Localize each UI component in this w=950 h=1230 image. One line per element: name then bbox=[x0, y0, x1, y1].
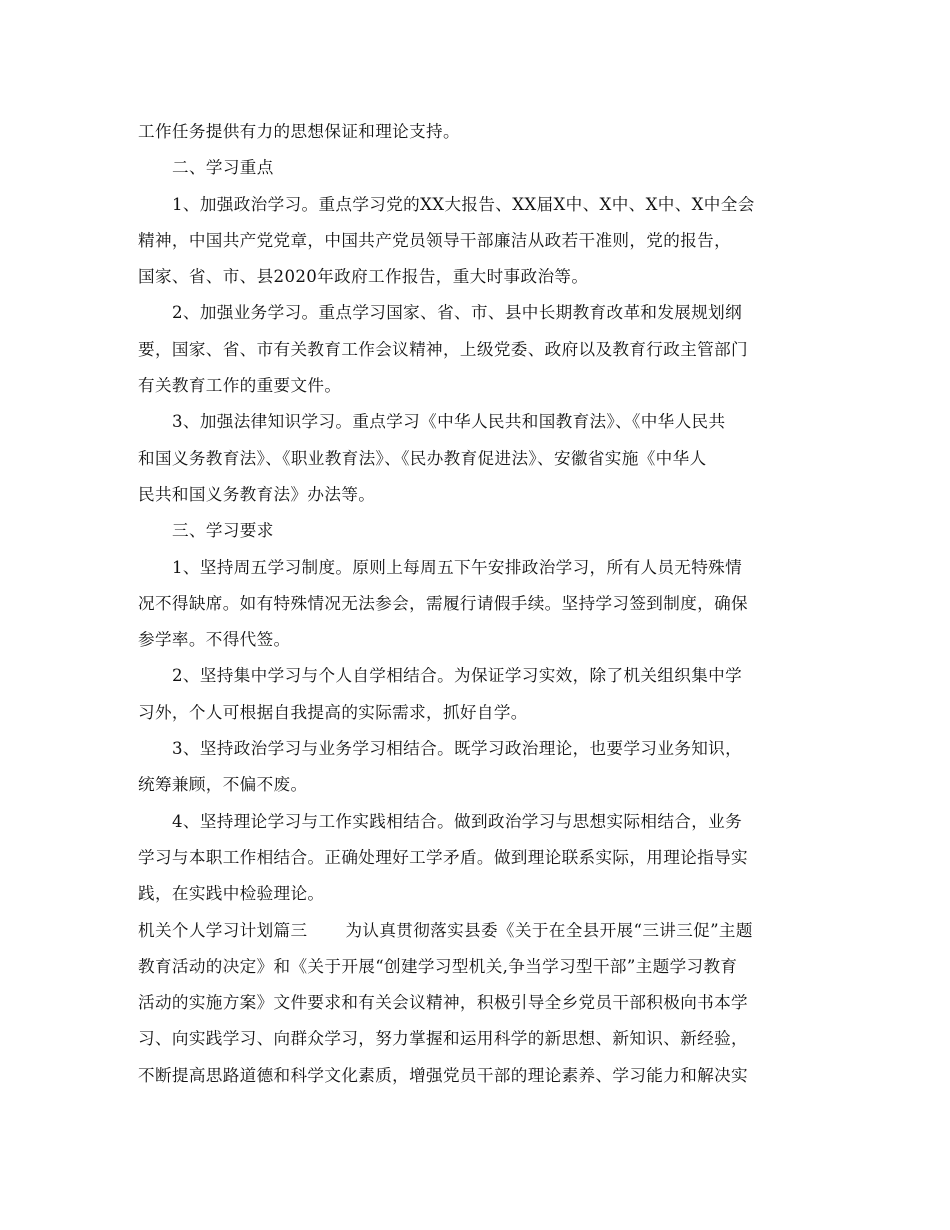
paragraph-line: 2、坚持集中学习与个人自学相结合。为保证学习实效，除了机关组织集中学 bbox=[172, 666, 743, 686]
section-three-heading: 机关个人学习计划篇三 bbox=[138, 920, 308, 940]
section-three-opening-text: 为认真贯彻落实县委《关于在全县开展“三讲三促”主题 bbox=[345, 920, 753, 940]
paragraph-line: 1、加强政治学习。重点学习党的XX大报告、XX届X中、X中、X中、X中全会 bbox=[172, 194, 755, 214]
paragraph-line: 工作任务提供有力的思想保证和理论支持。 bbox=[138, 122, 460, 141]
paragraph-line: 3、坚持政治学习与业务学习相结合。既学习政治理论，也要学习业务知识， bbox=[172, 739, 743, 759]
paragraph-line: 有关教育工作的重要文件。 bbox=[138, 376, 342, 396]
section-heading-study-requirements: 三、学习要求 bbox=[172, 521, 274, 541]
paragraph-line: 践，在实践中检验理论。 bbox=[138, 884, 325, 904]
paragraph-line: 精神，中国共产党党章，中国共产党员领导干部廉洁从政若干准则，党的报告， bbox=[138, 230, 732, 250]
paragraph-line: 1、坚持周五学习制度。原则上每周五下午安排政治学习，所有人员无特殊情 bbox=[172, 557, 743, 577]
paragraph-line: 要，国家、省、市有关教育工作会议精神，上级党委、政府以及教育行政主管部门 bbox=[138, 339, 748, 359]
paragraph-line: 和国义务教育法》、《职业教育法》、《民办教育促进法》、安徽省实施《中华人 bbox=[138, 448, 707, 468]
paragraph-line: 国家、省、市、县2020年政府工作报告，重大时事政治等。 bbox=[138, 267, 589, 287]
paragraph-line: 活动的实施方案》文件要求和有关会议精神，积极引导全乡党员干部积极向书本学 bbox=[138, 993, 748, 1013]
paragraph-line: 学习与本职工作相结合。正确处理好工学矛盾。做到理论联系实际，用理论指导实 bbox=[138, 847, 748, 867]
section-three-first-line bbox=[138, 913, 813, 949]
paragraph-line: 参学率。不得代签。 bbox=[138, 630, 291, 650]
section-heading-study-focus: 二、学习重点 bbox=[172, 158, 274, 178]
paragraph-line: 2、加强业务学习。重点学习国家、省、市、县中长期教育改革和发展规划纲 bbox=[172, 303, 743, 323]
paragraph-line: 不断提高思路道德和科学文化素质，增强党员干部的理论素养、学习能力和解决实 bbox=[138, 1065, 748, 1085]
document-body bbox=[138, 114, 813, 1094]
paragraph-line: 习、向实践学习、向群众学习，努力掌握和运用科学的新思想、新知识、新经验， bbox=[138, 1029, 748, 1049]
paragraph-line: 4、坚持理论学习与工作实践相结合。做到政治学习与思想实际相结合，业务 bbox=[172, 811, 743, 831]
paragraph-line: 3、加强法律知识学习。重点学习《中华人民共和国教育法》、《中华人民共 bbox=[172, 412, 726, 432]
paragraph-line: 教育活动的决定》和《关于开展“创建学习型机关,争当学习型干部”主题学习教育 bbox=[138, 956, 738, 976]
paragraph-line: 民共和国义务教育法》办法等。 bbox=[138, 484, 376, 504]
paragraph-line: 统筹兼顾，不偏不废。 bbox=[138, 775, 308, 795]
paragraph-line: 况不得缺席。如有特殊情况无法参会，需履行请假手续。坚持学习签到制度，确保 bbox=[138, 593, 748, 613]
paragraph-line: 习外，个人可根据自我提高的实际需求，抓好自学。 bbox=[138, 702, 528, 722]
